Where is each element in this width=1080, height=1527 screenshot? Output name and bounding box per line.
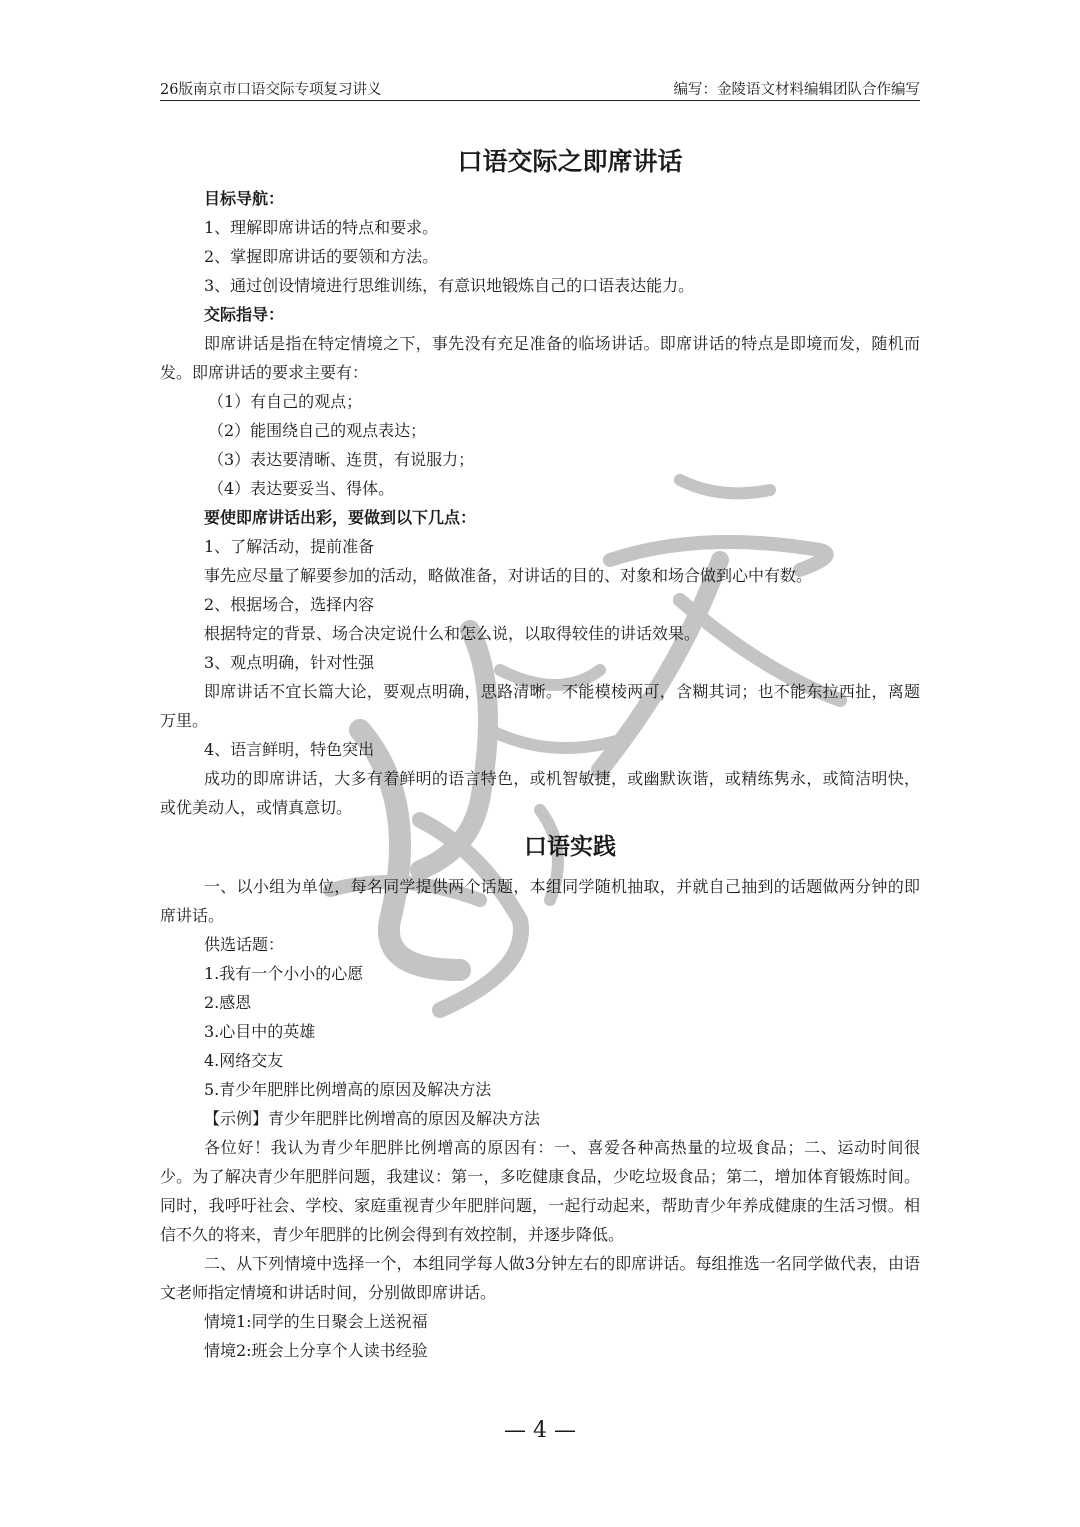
- goals-heading: 目标导航：: [204, 189, 285, 208]
- guide-intro: 即席讲话是指在特定情境之下，事先没有充足准备的临场讲话。即席讲话的特点是即境而发，随机而发。即席讲话的要求主要有：: [160, 334, 920, 382]
- scene-item: 情境2:班会上分享个人读书经验: [204, 1341, 428, 1360]
- topic-item: 5.青少年肥胖比例增高的原因及解决方法: [204, 1080, 492, 1099]
- practice-title: 口语实践: [524, 834, 616, 860]
- scene-item: 情境1:同学的生日聚会上送祝福: [204, 1312, 428, 1331]
- requirement-item: （4）表达要妥当、得体。: [208, 479, 395, 498]
- tip-title: 1、了解活动，提前准备: [204, 537, 375, 556]
- topic-item: 3.心目中的英雄: [204, 1022, 316, 1041]
- tip-text: 成功的即席讲话，大多有着鲜明的语言特色，或机智敏捷，或幽默诙谐，或精练隽永，或简洁明快，或优美动人，或情真意切。: [160, 769, 920, 817]
- requirement-item: （2）能围绕自己的观点表达；: [208, 421, 427, 440]
- page-number: — 4 —: [504, 1418, 576, 1443]
- page-title: 口语交际之即席讲话: [457, 147, 683, 176]
- goal-item: 3、通过创设情境进行思维训练，有意识地锻炼自己的口语表达能力。: [204, 276, 695, 295]
- topic-item: 2.感恩: [204, 993, 252, 1012]
- practice-task-2: 二、从下列情境中选择一个，本组同学每人做3分钟左右的即席讲话。每组推选一名同学做代表，由语文老师指定情境和讲话时间，分别做即席讲话。: [160, 1254, 920, 1302]
- goal-item: 2、掌握即席讲话的要领和方法。: [204, 247, 439, 266]
- example-label: 【示例】青少年肥胖比例增高的原因及解决方法: [204, 1109, 541, 1128]
- page-content: [160, 140, 920, 1365]
- practice-task-1: 一、以小组为单位，每名同学提供两个话题，本组同学随机抽取，并就自己抽到的话题做两分钟的即席讲话。: [160, 877, 920, 925]
- tip-title: 3、观点明确，针对性强: [204, 653, 375, 672]
- topic-item: 1.我有一个小小的心愿: [204, 964, 364, 983]
- example-text: 各位好！我认为青少年肥胖比例增高的原因有：一、喜爱各种高热量的垃圾食品；二、运动时间很少。为了解决青少年肥胖问题，我建议：第一，多吃健康食品，少吃垃圾食品；第二，增加体育锻炼时间。同时，我呼吁社会、学校、家庭重视青少年肥胖问题，一起行动起来，帮助青少年养成健康的生活习惯。相信不久的将来，青少年肥胖的比例会得到有效控制，并逐步降低。: [160, 1138, 920, 1244]
- tip-text: 根据特定的背景、场合决定说什么和怎么说，以取得较佳的讲话效果。: [204, 624, 701, 643]
- header-right-text: 编写：金陵语文材料编辑团队合作编写: [673, 82, 920, 98]
- page-header: [160, 74, 920, 101]
- tips-heading: 要使即席讲话出彩，要做到以下几点：: [204, 508, 477, 527]
- topics-label: 供选话题：: [204, 935, 285, 954]
- tip-title: 2、根据场合，选择内容: [204, 595, 375, 614]
- tip-text: 事先应尽量了解要参加的活动，略做准备，对讲话的目的、对象和场合做到心中有数。: [204, 566, 813, 585]
- goal-item: 1、理解即席讲话的特点和要求。: [204, 218, 439, 237]
- requirement-item: （1）有自己的观点；: [208, 392, 363, 411]
- tip-title: 4、语言鲜明，特色突出: [204, 740, 375, 759]
- header-left-text: 26版南京市口语交际专项复习讲义: [160, 82, 382, 98]
- tip-text: 即席讲话不宜长篇大论，要观点明确，思路清晰。不能模棱两可，含糊其词；也不能东拉西扯，离题万里。: [160, 682, 920, 730]
- requirement-item: （3）表达要清晰、连贯，有说服力；: [208, 450, 475, 469]
- guide-heading: 交际指导：: [204, 305, 285, 324]
- topic-item: 4.网络交友: [204, 1051, 284, 1070]
